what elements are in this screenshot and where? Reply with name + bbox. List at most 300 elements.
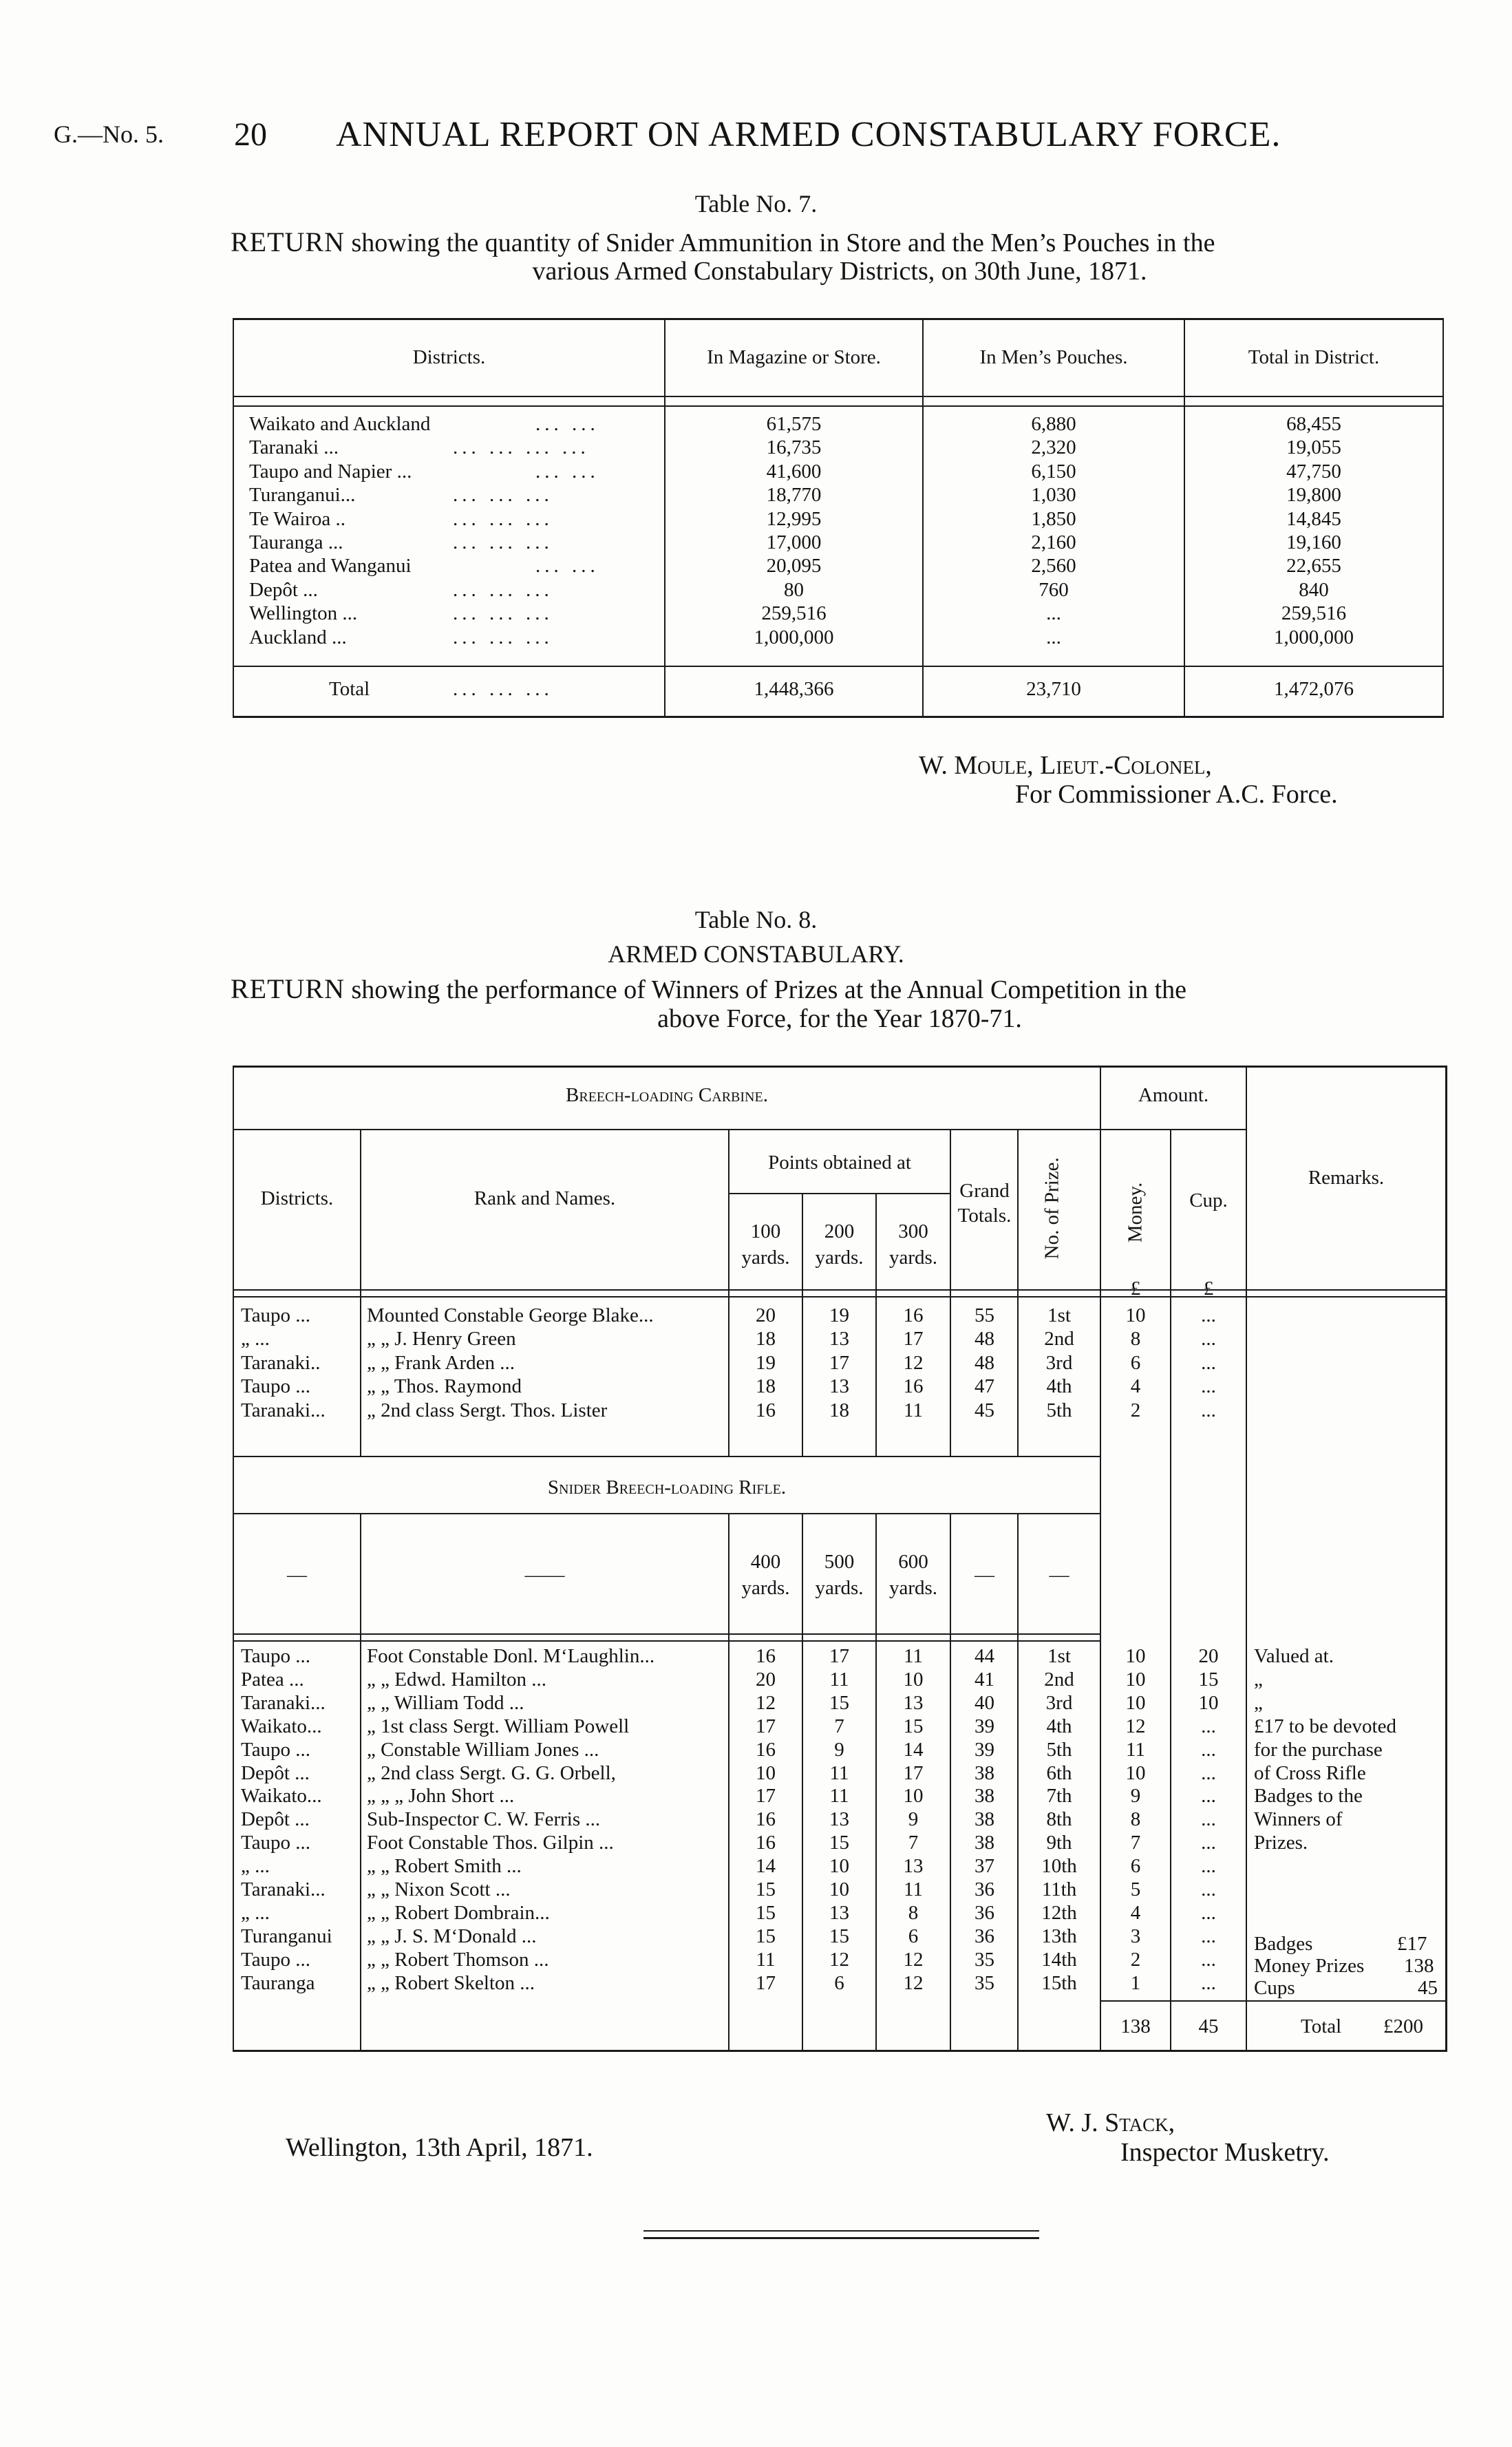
leader-dots: ... ... ... (453, 531, 553, 553)
leader-dots: ... ... ... (453, 602, 553, 624)
prize-number: 3rd (1045, 1352, 1073, 1374)
rank-and-name: „ „ Robert Skelton ... (367, 1972, 535, 1994)
grand-total: 48 (975, 1352, 994, 1374)
points-first-range: 18 (756, 1328, 776, 1350)
cup-amount: 20 (1198, 1645, 1219, 1667)
points-third-range: 11 (904, 1399, 923, 1421)
rank-and-name: „ „ Frank Arden ... (367, 1352, 515, 1374)
remark-line: Winners of (1254, 1808, 1343, 1830)
points-second-range: 9 (834, 1739, 844, 1761)
district-name: Te Wairoa .. (249, 508, 346, 530)
rank-and-name: Mounted Constable George Blake... (367, 1304, 654, 1326)
points-second-range: 10 (829, 1855, 849, 1877)
district-name: Taupo and Napier ... (249, 460, 412, 483)
points-third-range: 9 (908, 1808, 919, 1830)
district-name: „ ... (241, 1902, 270, 1924)
district-name: Waikato... (241, 1785, 322, 1807)
pouches-value: 1,850 (1031, 508, 1076, 530)
table8-return-line1 (231, 974, 1449, 1005)
points-first-range: 17 (756, 1972, 776, 1994)
cup-amount: ... (1201, 1375, 1216, 1397)
prize-number: 7th (1046, 1785, 1072, 1807)
rank-and-name: „ 2nd class Sergt. Thos. Lister (367, 1399, 608, 1421)
points-second-range: 13 (829, 1375, 849, 1397)
table7-total-dots: ... ... ... (453, 678, 553, 700)
prize-number: 2nd (1044, 1328, 1074, 1350)
leader-dots: ... ... (535, 413, 599, 435)
total-value: 22,655 (1286, 555, 1341, 577)
rank-and-name: „ „ J. S. M‘Donald ... (367, 1925, 537, 1947)
grand-total: 39 (975, 1739, 994, 1761)
table7-caption: Table No. 7. (694, 190, 818, 218)
store-value: 61,575 (766, 413, 822, 435)
rank-and-name: Foot Constable Donl. M‘Laughlin... (367, 1645, 655, 1667)
grand-total: 36 (975, 1878, 994, 1900)
page-number: 20 (234, 116, 267, 153)
points-second-range: 12 (829, 1949, 849, 1971)
store-value: 16,735 (766, 436, 822, 458)
col-header-prize-number: No. of Prize. (1041, 1157, 1063, 1260)
points-first-range: 16 (756, 1399, 776, 1421)
prize-number: 15th (1041, 1972, 1077, 1994)
points-second-range: 13 (829, 1808, 849, 1830)
grand-total: 38 (975, 1832, 994, 1854)
total-value: £200 (1383, 2015, 1423, 2037)
return-text: showing the performance of Winners of Prizes at the Annual Competition in the (351, 975, 1186, 1004)
district-name: Wellington ... (249, 602, 358, 624)
rank-and-name: „ Constable William Jones ... (367, 1739, 599, 1761)
prize-number: 5th (1046, 1739, 1072, 1761)
points-third-range: 10 (903, 1669, 924, 1691)
points-second-range: 7 (834, 1715, 844, 1737)
prize-number: 6th (1046, 1762, 1072, 1784)
money-amount: 10 (1125, 1645, 1146, 1667)
total-value: 259,516 (1281, 602, 1347, 624)
rank-and-name: Foot Constable Thos. Gilpin ... (367, 1832, 614, 1854)
points-second-range: 11 (829, 1785, 849, 1807)
cup-amount: ... (1201, 1949, 1216, 1971)
rank-and-name: Sub-Inspector C. W. Ferris ... (367, 1808, 601, 1830)
table7-signature-name: W. Moule, Lieut.-Colonel, (919, 751, 1212, 780)
points-first-range: 19 (756, 1352, 776, 1374)
district-name: Taranaki... (241, 1399, 326, 1421)
points-third-range: 17 (903, 1328, 924, 1350)
cup-amount: ... (1201, 1855, 1216, 1877)
total-cup: 45 (1198, 2015, 1219, 2037)
money-amount: 11 (1126, 1739, 1145, 1761)
points-first-range: 18 (756, 1375, 776, 1397)
prize-number: 5th (1046, 1399, 1072, 1421)
points-first-range: 20 (756, 1669, 776, 1691)
district-name: Depôt ... (241, 1808, 310, 1830)
footer-signature-name: W. J. Stack, (1046, 2108, 1175, 2137)
summary-cups-value: 45 (1418, 1977, 1438, 1999)
grand-total: 39 (975, 1715, 994, 1737)
money-amount: 4 (1130, 1375, 1141, 1397)
col-header-remarks: Remarks. (1308, 1167, 1385, 1189)
district-name: Tauranga (241, 1972, 315, 1994)
points-second-range: 6 (834, 1972, 844, 1994)
table7-total-pouches: 23,710 (1026, 678, 1081, 700)
return-word: RETURN (231, 973, 345, 1004)
remark-line: „ (1254, 1669, 1263, 1691)
total-value: 14,845 (1286, 508, 1341, 530)
rank-and-name: „ „ Robert Smith ... (367, 1855, 522, 1877)
prize-number: 4th (1046, 1715, 1072, 1737)
points-third-range: 10 (903, 1785, 924, 1807)
total-value: 19,800 (1286, 484, 1341, 506)
district-name: Taranaki.. (241, 1352, 321, 1374)
cup-amount: ... (1201, 1715, 1216, 1737)
points-second-range: 15 (829, 1692, 849, 1714)
col-header-pouches: In Men’s Pouches. (979, 346, 1128, 368)
col-header-store: In Magazine or Store. (707, 346, 881, 368)
remark-line: Valued at. (1254, 1645, 1334, 1667)
leader-dots: ... ... ... ... (453, 436, 590, 458)
leader-dots: ... ... (535, 460, 599, 483)
grand-total: 41 (975, 1669, 994, 1691)
points-third-range: 12 (903, 1949, 924, 1971)
section-rifle-title: Snider Breech-loading Rifle. (547, 1476, 787, 1498)
district-name: Turanganui (241, 1925, 332, 1947)
points-third-range: 12 (903, 1352, 924, 1374)
total-value: 1,000,000 (1274, 626, 1354, 648)
points-second-range: 13 (829, 1328, 849, 1350)
points-third-range: 11 (904, 1645, 923, 1667)
district-name: Depôt ... (241, 1762, 310, 1784)
points-first-range: 17 (756, 1785, 776, 1807)
store-value: 18,770 (766, 484, 822, 506)
remark-line: Prizes. (1254, 1832, 1308, 1854)
points-first-range: 10 (756, 1762, 776, 1784)
total-label: Total (1301, 2015, 1342, 2037)
money-amount: 6 (1130, 1855, 1141, 1877)
total-value: 68,455 (1286, 413, 1341, 435)
money-amount: 1 (1130, 1972, 1141, 1994)
points-second-range: 19 (829, 1304, 849, 1326)
money-amount: 5 (1130, 1878, 1141, 1900)
total-value: 47,750 (1286, 460, 1341, 483)
rank-and-name: „ 1st class Sergt. William Powell (367, 1715, 630, 1737)
footer-signature-title: Inspector Musketry. (1120, 2138, 1330, 2167)
yards-300: 300 yards. (888, 1220, 938, 1269)
grand-total: 40 (975, 1692, 994, 1714)
points-third-range: 11 (904, 1878, 923, 1900)
rank-and-name: „ „ Robert Thomson ... (367, 1949, 549, 1971)
prize-number: 2nd (1044, 1669, 1074, 1691)
closing-rule-bottom (643, 2237, 1039, 2239)
grand-total: 47 (975, 1375, 994, 1397)
money-amount: 12 (1125, 1715, 1146, 1737)
rank-and-name: „ 2nd class Sergt. G. G. Orbell, (367, 1762, 616, 1784)
money-amount: 6 (1130, 1352, 1141, 1374)
section-carbine-title: Breech-loading Carbine. (566, 1084, 768, 1106)
rifle-grand-dash: — (975, 1564, 994, 1586)
document-reference: G.—No. 5. (54, 120, 164, 148)
money-amount: 2 (1130, 1949, 1141, 1971)
points-third-range: 16 (903, 1304, 924, 1326)
pouches-value: 2,160 (1031, 531, 1076, 553)
cup-amount: ... (1201, 1902, 1216, 1924)
rifle-rank-dash: —— (524, 1564, 565, 1586)
district-name: Tauranga ... (249, 531, 343, 553)
cup-amount: ... (1201, 1739, 1216, 1761)
summary-cups-label: Cups (1254, 1977, 1295, 1999)
points-third-range: 15 (903, 1715, 924, 1737)
points-second-range: 17 (829, 1645, 849, 1667)
prize-number: 8th (1046, 1808, 1072, 1830)
rank-and-name: „ „ Nixon Scott ... (367, 1878, 511, 1900)
money-amount: 10 (1125, 1669, 1146, 1691)
col-header-total: Total in District. (1248, 346, 1380, 368)
points-second-range: 13 (829, 1902, 849, 1924)
prize-number: 11th (1041, 1878, 1077, 1900)
prize-number: 10th (1041, 1855, 1077, 1877)
col-header-districts: Districts. (412, 346, 486, 368)
remark-line: £17 to be devoted (1254, 1715, 1396, 1737)
pouches-value: 6,880 (1031, 413, 1076, 435)
prize-number: 12th (1041, 1902, 1077, 1924)
money-amount: 3 (1130, 1925, 1141, 1947)
remark-line: of Cross Rifle (1254, 1762, 1366, 1784)
cup-amount: ... (1201, 1328, 1216, 1350)
rank-and-name: „ „ William Todd ... (367, 1692, 524, 1714)
store-value: 259,516 (761, 602, 827, 624)
grand-total: 37 (975, 1855, 994, 1877)
points-third-range: 17 (903, 1762, 924, 1784)
points-first-range: 16 (756, 1832, 776, 1854)
total-value: 19,160 (1286, 531, 1341, 553)
col-header-districts: Districts. (260, 1187, 334, 1209)
cup-amount: ... (1201, 1352, 1216, 1374)
total-money: 138 (1120, 2015, 1151, 2037)
grand-total: 35 (975, 1972, 994, 1994)
col-header-amount: Amount. (1138, 1084, 1209, 1106)
money-currency-symbol: £ (1130, 1278, 1141, 1300)
table8-caption: Table No. 8. (694, 906, 818, 933)
summary-money-label: Money Prizes (1254, 1955, 1365, 1977)
grand-total: 35 (975, 1949, 994, 1971)
col-header-rank-names: Rank and Names. (473, 1187, 616, 1209)
district-name: Auckland ... (249, 626, 347, 648)
points-second-range: 18 (829, 1399, 849, 1421)
money-amount: 8 (1130, 1808, 1141, 1830)
district-name: Waikato... (241, 1715, 322, 1737)
points-third-range: 8 (908, 1902, 919, 1924)
points-third-range: 6 (908, 1925, 919, 1947)
prize-number: 1st (1047, 1645, 1071, 1667)
store-value: 20,095 (766, 555, 822, 577)
prize-number: 1st (1047, 1304, 1071, 1326)
money-amount: 4 (1130, 1902, 1141, 1924)
cup-amount: ... (1201, 1762, 1216, 1784)
points-first-range: 12 (756, 1692, 776, 1714)
yards-500: 500 yards. (815, 1551, 864, 1599)
table8-return-line2: above Force, for the Year 1870-71. (657, 1004, 1022, 1033)
rank-and-name: „ „ Robert Dombrain... (367, 1902, 550, 1924)
money-amount: 9 (1130, 1785, 1141, 1807)
table7-signature-title: For Commissioner A.C. Force. (1015, 780, 1338, 809)
store-value: 41,600 (766, 460, 822, 483)
prize-number: 14th (1041, 1949, 1077, 1971)
remark-line: Badges to the (1254, 1785, 1363, 1807)
pouches-value: 760 (1039, 579, 1069, 601)
pouches-value: 2,560 (1031, 555, 1076, 577)
col-header-cup: Cup. (1189, 1189, 1228, 1211)
yards-100: 100 yards. (741, 1220, 790, 1269)
points-first-range: 20 (756, 1304, 776, 1326)
money-amount: 10 (1125, 1762, 1146, 1784)
points-first-range: 16 (756, 1808, 776, 1830)
leader-dots: ... ... (535, 555, 599, 577)
district-name: Taupo ... (241, 1645, 311, 1667)
points-second-range: 11 (829, 1762, 849, 1784)
table7-return-line1 (231, 227, 1449, 258)
district-name: Taupo ... (241, 1739, 311, 1761)
leader-dots: ... ... ... (453, 508, 553, 530)
rank-and-name: „ „ J. Henry Green (367, 1328, 516, 1350)
points-first-range: 15 (756, 1902, 776, 1924)
cup-amount: 15 (1198, 1669, 1219, 1691)
grand-total: 38 (975, 1762, 994, 1784)
points-second-range: 11 (829, 1669, 849, 1691)
pouches-value: 1,030 (1031, 484, 1076, 506)
pouches-value: 6,150 (1031, 460, 1076, 483)
cup-amount: ... (1201, 1972, 1216, 1994)
col-header-points: Points obtained at (768, 1152, 911, 1174)
district-name: „ ... (241, 1855, 270, 1877)
table8-subcaption: ARMED CONSTABULARY. (608, 940, 904, 968)
prize-number: 13th (1041, 1925, 1077, 1947)
points-first-range: 14 (756, 1855, 776, 1877)
prize-number: 3rd (1045, 1692, 1073, 1714)
yards-400: 400 yards. (741, 1551, 790, 1599)
table7-return-line2: various Armed Constabulary Districts, on 30th June, 1871. (532, 257, 1147, 286)
closing-rule-top (643, 2230, 1039, 2232)
points-first-range: 15 (756, 1878, 776, 1900)
leader-dots: ... ... ... (453, 626, 553, 648)
cup-amount: ... (1201, 1304, 1216, 1326)
points-second-range: 15 (829, 1832, 849, 1854)
district-name: Taupo ... (241, 1304, 311, 1326)
return-word: RETURN (231, 226, 345, 257)
points-first-range: 15 (756, 1925, 776, 1947)
points-first-range: 11 (756, 1949, 776, 1971)
points-second-range: 15 (829, 1925, 849, 1947)
points-third-range: 13 (903, 1692, 924, 1714)
col-header-money: Money. (1124, 1182, 1147, 1243)
remark-line: „ (1254, 1692, 1263, 1714)
district-name: „ ... (241, 1328, 270, 1350)
grand-total: 36 (975, 1925, 994, 1947)
points-third-range: 12 (903, 1972, 924, 1994)
place-date: Wellington, 13th April, 1871. (286, 2133, 593, 2162)
cup-amount: ... (1201, 1832, 1216, 1854)
money-amount: 2 (1130, 1399, 1141, 1421)
table7-total-label: Total (329, 678, 370, 700)
cup-amount: ... (1201, 1399, 1216, 1421)
district-name: Taranaki... (241, 1692, 326, 1714)
cup-amount: ... (1201, 1925, 1216, 1947)
points-third-range: 16 (903, 1375, 924, 1397)
yards-600: 600 yards. (888, 1551, 938, 1599)
grand-total: 48 (975, 1328, 994, 1350)
grand-total: 45 (975, 1399, 994, 1421)
district-name: Taupo ... (241, 1832, 311, 1854)
store-value: 80 (784, 579, 804, 601)
store-value: 1,000,000 (754, 626, 834, 648)
leader-dots: ... ... ... (453, 579, 553, 601)
rank-and-name: „ „ „ John Short ... (367, 1785, 515, 1807)
district-name: Waikato and Auckland (249, 413, 431, 435)
grand-total: 38 (975, 1785, 994, 1807)
cup-amount: ... (1201, 1808, 1216, 1830)
leader-dots: ... ... ... (453, 484, 553, 506)
points-second-range: 17 (829, 1352, 849, 1374)
store-value: 12,995 (766, 508, 822, 530)
district-name: Taranaki ... (249, 436, 339, 458)
district-name: Depôt ... (249, 579, 318, 601)
store-value: 17,000 (766, 531, 822, 553)
yards-200: 200 yards. (815, 1220, 864, 1269)
grand-total: 38 (975, 1808, 994, 1830)
points-first-range: 17 (756, 1715, 776, 1737)
points-first-range: 16 (756, 1645, 776, 1667)
grand-total: 36 (975, 1902, 994, 1924)
total-value: 19,055 (1286, 436, 1341, 458)
cup-currency-symbol: £ (1203, 1278, 1214, 1300)
summary-money-value: 138 (1404, 1955, 1434, 1977)
money-amount: 10 (1125, 1692, 1146, 1714)
prize-number: 4th (1046, 1375, 1072, 1397)
district-name: Taupo ... (241, 1949, 311, 1971)
cup-amount: 10 (1198, 1692, 1219, 1714)
points-third-range: 7 (908, 1832, 919, 1854)
cup-amount: ... (1201, 1785, 1216, 1807)
prize-number: 9th (1046, 1832, 1072, 1854)
rifle-prize-dash: — (1049, 1564, 1069, 1586)
rank-and-name: „ „ Thos. Raymond (367, 1375, 522, 1397)
grand-total: 44 (975, 1645, 994, 1667)
district-name: Patea and Wanganui (249, 555, 412, 577)
total-value: 840 (1299, 579, 1329, 601)
points-first-range: 16 (756, 1739, 776, 1761)
grand-total: 55 (975, 1304, 994, 1326)
pouches-value: 2,320 (1031, 436, 1076, 458)
district-name: Turanganui... (249, 484, 356, 506)
money-amount: 7 (1130, 1832, 1141, 1854)
money-amount: 10 (1125, 1304, 1146, 1326)
rifle-district-dash: — (287, 1564, 307, 1586)
remark-line: for the purchase (1254, 1739, 1383, 1761)
points-third-range: 13 (903, 1855, 924, 1877)
table7-total-total: 1,472,076 (1274, 678, 1354, 700)
table7-total-store: 1,448,366 (754, 678, 834, 700)
return-text: showing the quantity of Snider Ammunition in Store and the Men’s Pouches in the (351, 229, 1215, 257)
pouches-value: ... (1046, 626, 1061, 648)
district-name: Taupo ... (241, 1375, 311, 1397)
summary-badges-value: £17 (1397, 1933, 1427, 1955)
rank-and-name: „ „ Edwd. Hamilton ... (367, 1669, 546, 1691)
summary-badges-label: Badges (1254, 1933, 1313, 1955)
points-second-range: 10 (829, 1878, 849, 1900)
page-title: ANNUAL REPORT ON ARMED CONSTABULARY FORCE. (336, 115, 1281, 154)
pouches-value: ... (1046, 602, 1061, 624)
col-header-grand-totals: Grand Totals. (957, 1180, 1012, 1227)
points-third-range: 14 (903, 1739, 924, 1761)
money-amount: 8 (1130, 1328, 1141, 1350)
district-name: Taranaki... (241, 1878, 326, 1900)
